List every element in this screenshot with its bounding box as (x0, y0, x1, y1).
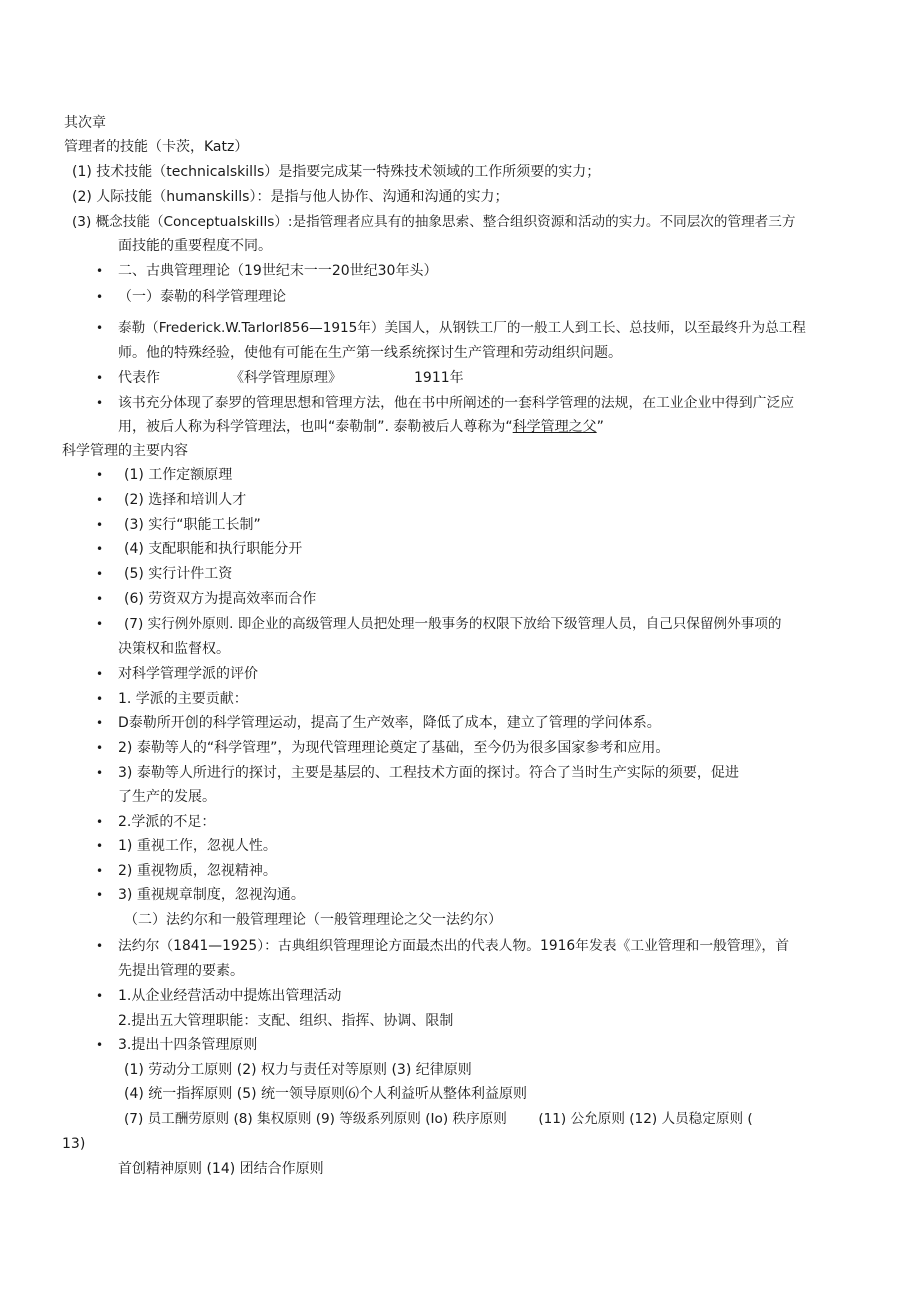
bullet-icon: • (96, 371, 104, 385)
document-page: 其次章 管理者的技能（卡茨，Katz） (1) 技术技能（technicalskills）是指要完成某一特殊技术领域的工作所须要的实力； (2) 人际技能（humanskills）：是指与他人协作、沟通和沟通的实力； (3) 概念技能（ConceptuaIskiIls）:是指管理者应具有的抽象思索、整合组织资源和活动的实力。不同层次的管理者三方 面技能的重要程度不同。 • 二、古典管理理论（19世纪末一一20世纪30年头） • （一）泰勒的科学管理理论 • 泰勒（Frederick.W.TarIorl856—1915年）美国人，从钢铁工厂的一般工人到工长、总技师，以至最终升为总工程 师。他的特殊经验，使他有可能在生产第一线系统探讨生产管理和劳动组织问题。 • 代表作 《科学管理原理》 1911年 • 该书充分体现了泰罗的管理思想和管理方法，他在书中所阐述的一套科学管理的法规，在工业企业中得到广泛应 用，被后人称为科学管理法，也叫“泰勒制”. 泰勒被后人尊称为“科学管理之父” 科学管理的主要内容 • (1) 工作定额原理 • (2) 选择和培训人才 • (3) 实行“职能工长制” • (4) 支配职能和执行职能分开 • (5) 实行计件工资 • (6) 劳资双方为提高效率而合作 • (7) 实行例外原则. 即企业的高级管理人员把处理一般事务的权限下放给下级管理人员，自己只保留例外事项的 决策权和监督权。 • 对科学管理学派的评价 • 1. 学派的主要贡献： • D泰勒所开创的科学管理运动，提高了生产效率，降低了成本，建立了管理的学问体系。 • 2) 泰勒等人的“科学管理”，为现代管理理论奠定了基础，至今仍为很多国家参考和应用。 • 3) 泰勒等人所进行的探讨，主要是基层的、工程技术方面的探讨。符合了当时生产实际的须要，促进 了生产的发展。 • 2.学派的不足： • 1) 重视工作，忽视人性。 • 2) 重视物质，忽视精神。 • 3) 重视规章制度，忽视沟通。 （二）法约尔和一般管理理论（一般管理理论之父一法约尔） • 法约尔（1841—1925）：古典组织管理理论方面最杰出的代表人物。1916年发表《工业管理和一般管理》，首 先提出管理的要素。 • 1.从企业经营活动中提炼出管理活动 2.提出五大管理职能：支配、组织、指挥、协调、限制 • 3.提出十四条管理原则 (1) 劳动分工原则 (2) 权力与责任对等原则 (3) 纪律原则 (4) 统一指挥原则 (5) 统一领导原则⑹个人利益听从整体利益原则 (7) 员工酬劳原则 (8) 集权原则 (9) 等级系列原则 (Io) 秩序原则 (11) 公允原则 (12) 人员稳定原则 ( 13) 首创精神原则 (14) 团结合作原则 (62, 115, 806, 1177)
bullet-icon: • (96, 839, 104, 853)
bullet-icon: • (96, 567, 104, 581)
works-year: 1911年 (414, 370, 464, 386)
bullet-icon: • (96, 321, 104, 335)
bullet-icon: • (96, 542, 104, 556)
bullet-icon: • (96, 741, 104, 755)
bullet-icon: • (96, 396, 104, 410)
father-of-scientific-management: 科学管理之父 (512, 419, 597, 435)
bullet-icon: • (96, 939, 104, 953)
bullet-icon: • (96, 493, 104, 507)
bullet-icon: • (96, 692, 104, 706)
bullet-icon: • (96, 592, 104, 606)
bullet-icon: • (96, 468, 104, 482)
bullet-icon: • (96, 888, 104, 902)
bullet-icon: • (96, 716, 104, 730)
bullet-icon: • (96, 290, 104, 304)
bullet-icon: • (96, 1038, 104, 1052)
bullet-icon: • (96, 264, 104, 278)
bullet-icon: • (96, 518, 104, 532)
bullet-icon: • (96, 766, 104, 780)
bullet-icon: • (96, 989, 104, 1003)
works-title: 《科学管理原理》 (230, 370, 342, 386)
bullet-icon: • (96, 617, 104, 631)
bullet-icon: • (96, 815, 104, 829)
bullet-icon: • (96, 864, 104, 878)
bullet-icon: • (96, 667, 104, 681)
